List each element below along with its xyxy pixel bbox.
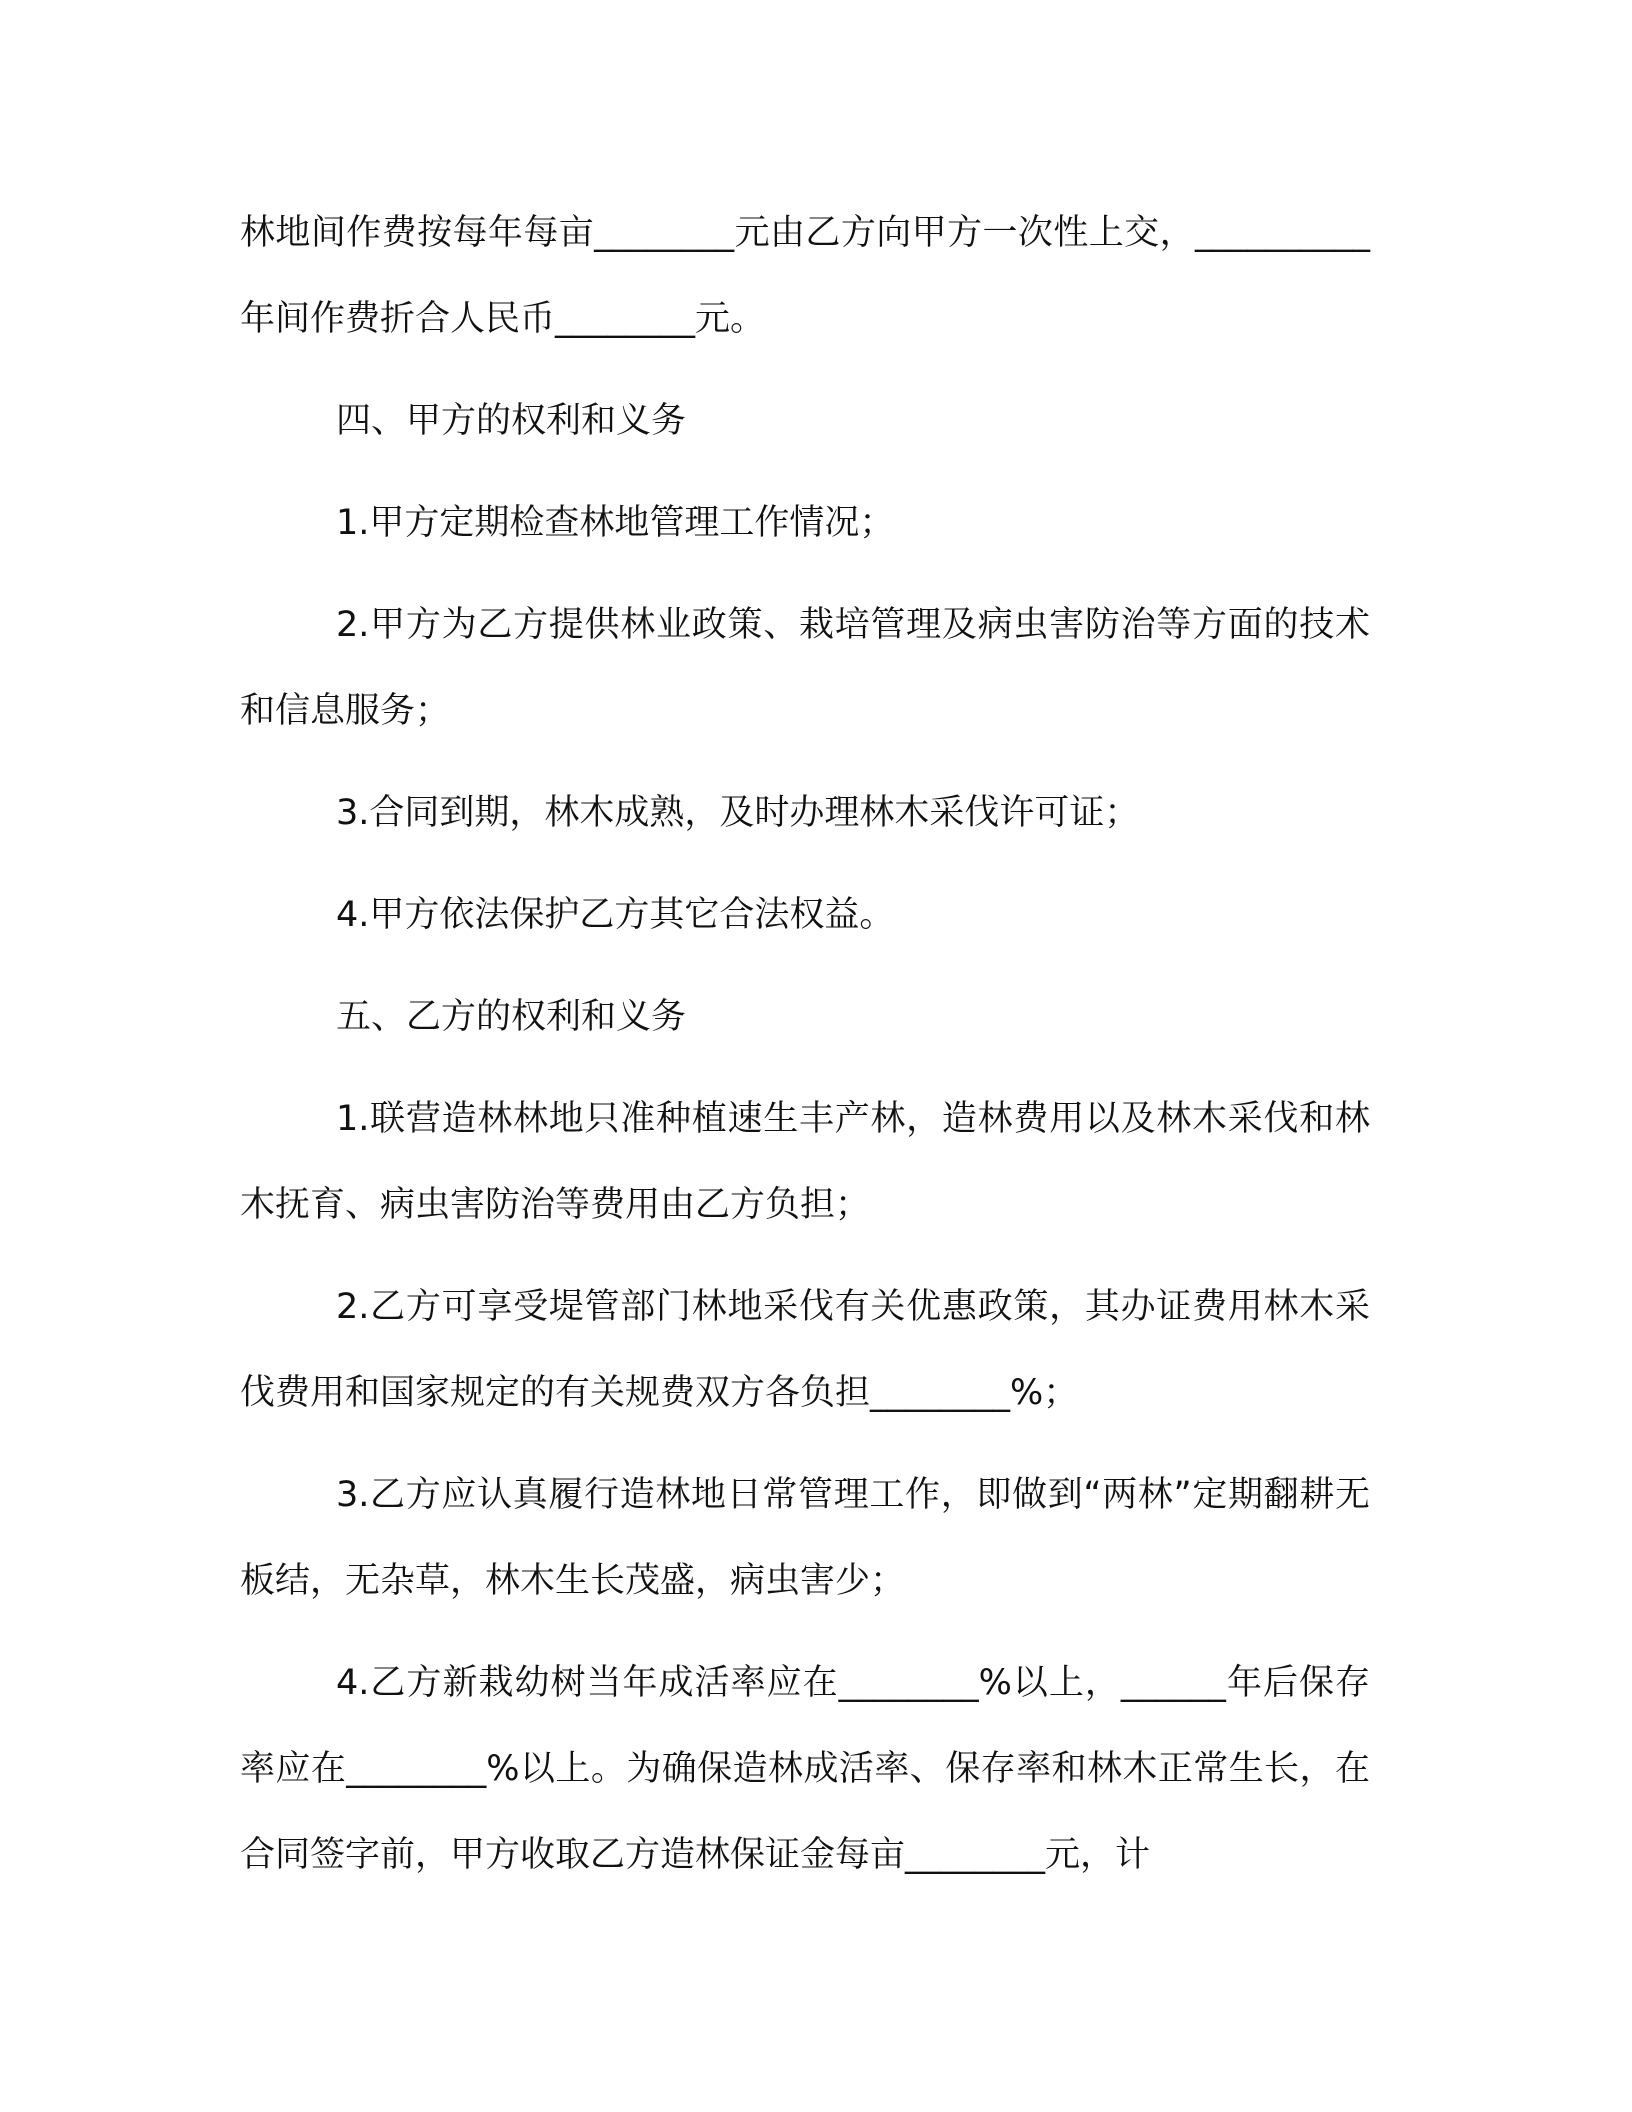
paragraph-a-item-3: 3.合同到期，林木成熟，及时办理林木采伐许可证； <box>336 793 1140 833</box>
paragraph-b-item-2: 2.乙方可享受堤管部门林地采伐有关优惠政策，其办证费用林木采伐费用和国家规定的有关规费双方各负担________%； <box>240 1287 1370 1413</box>
document-body <box>240 190 1370 1914</box>
paragraph-a-item-4: 4.甲方依法保护乙方其它合法权益。 <box>336 895 895 935</box>
paragraph-a-item-2: 2.甲方为乙方提供林业政策、栽培管理及病虫害防治等方面的技术和信息服务； <box>240 605 1370 731</box>
section-heading-party-b-rights: 五、乙方的权利和义务 <box>336 997 687 1037</box>
paragraph-b-item-4: 4.乙方新栽幼树当年成活率应在________%以上，______年后保存率应在________%以上。为确保造林成活率、保存率和林木正常生长，在合同签字前，甲方收取乙方造林保证金每亩________元，计 <box>240 1663 1370 1875</box>
paragraph-b-item-1: 1.联营造林林地只准种植速生丰产林，造林费用以及林木采伐和林木抚育、病虫害防治等费用由乙方负担； <box>240 1099 1370 1225</box>
section-heading-party-a-rights: 四、甲方的权利和义务 <box>336 401 687 441</box>
paragraph-a-item-1: 1.甲方定期检查林地管理工作情况； <box>336 503 895 543</box>
paragraph-fee-clause: 林地间作费按每年每亩________元由乙方向甲方一次性上交，__________年间作费折合人民币________元。 <box>240 213 1370 339</box>
paragraph-b-item-3: 3.乙方应认真履行造林地日常管理工作，即做到“两林”定期翻耕无板结，无杂草，林木生长茂盛，病虫害少； <box>240 1475 1370 1601</box>
